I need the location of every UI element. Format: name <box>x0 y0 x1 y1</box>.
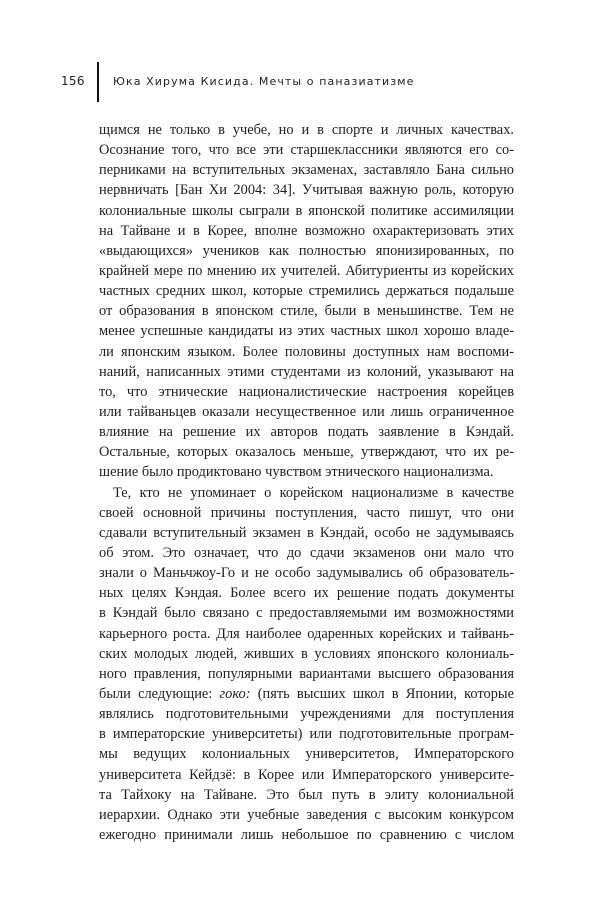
text-line: частных средних школ, которые стремились держаться подальше <box>99 283 514 300</box>
text-line: «выдающихся» учеников как полностью японизированных, по <box>99 242 514 259</box>
text-line: сдавали вступительный экзамен в Кэндай, особо не задумываясь <box>99 524 514 541</box>
text-line: менее успешные кандидаты из этих частных школ хорошо владе- <box>99 323 514 340</box>
text-line: в императорские университеты) или подготовительные програм- <box>99 726 514 743</box>
text-line: университета Кейдзё: в Корее или Императорского университе- <box>99 766 514 783</box>
text-line: в Кэндай было связано с предоставляемыми им возможностями <box>99 605 514 622</box>
text-line: нервничать [Бан Хи 2004: 34]. Учитывая важную роль, которую <box>99 182 514 199</box>
text-line: или тайваньцев оказали несущественное или лишь ограниченное <box>99 403 514 420</box>
italic-term: гоко: <box>219 685 251 702</box>
page-header <box>0 62 600 104</box>
text-fragment: были следующие: <box>99 685 220 702</box>
text-line: Остальные, которых оказалось меньше, утверждают, что их ре- <box>99 444 514 461</box>
text-fragment: (пять высших школ в Японии, которые <box>250 685 514 702</box>
text-line: та Тайхоку на Тайване. Это был путь в элиту колониальной <box>99 786 514 803</box>
text-line: иерархии. Однако эти учебные заведения с высоким конкурсом <box>99 806 514 823</box>
body-text <box>99 120 514 845</box>
text-line: Те, кто не упоминает о корейском национализме в качестве <box>113 484 514 501</box>
text-line: карьерного роста. Для наиболее одаренных корейских и тайвань- <box>99 625 514 642</box>
running-title: Юка Хирума Кисида. Мечты о паназиатизме <box>113 75 415 88</box>
header-divider <box>97 62 99 102</box>
text-line: об этом. Это означает, что до сдачи экзаменов они мало что <box>99 544 514 561</box>
text-line: Осознание того, что все эти старшеклассники являются его со- <box>99 142 514 159</box>
text-line: являлись подготовительными учреждениями для поступления <box>99 706 514 723</box>
text-line: ного правления, популярными вариантами высшего образования <box>99 665 514 682</box>
text-line: шение было продиктовано чувством этнического национализма. <box>99 464 494 481</box>
text-line: ли японским языком. Более половины доступных нам воспоми- <box>99 343 514 360</box>
text-line: ежегодно принимали лишь небольшое по сравнению с числом <box>99 826 514 843</box>
text-line: ных целях Кэндая. Более всего их решение подать документы <box>99 585 514 602</box>
text-line: от образования в японском стиле, были в меньшинстве. Тем не <box>99 303 514 320</box>
text-line: перниками на вступительных экзаменах, заставляло Бана сильно <box>99 162 514 179</box>
text-line: на Тайване и в Корее, вполне возможно охарактеризовать этих <box>99 222 514 239</box>
text-line: то, что этнические националистические настроения корейцев <box>99 383 514 400</box>
text-line: знали о Маньчжоу-Го и не особо задумывались об образователь- <box>99 565 514 582</box>
text-line: мы ведущих колониальных университетов, Императорского <box>99 746 514 763</box>
text-line-with-term <box>99 684 514 704</box>
text-line: щимся не только в учебе, но и в спорте и личных качествах. <box>99 122 514 138</box>
text-line: ских молодых людей, живших в условиях японского колониаль- <box>99 645 514 662</box>
text-line: колониальные школы сыграли в японской политике ассимиляции <box>99 202 514 219</box>
page-number: 156 <box>61 74 85 88</box>
text-line: влияние на решение их авторов подать заявление в Кэндай. <box>99 424 514 441</box>
text-line: наний, написанных этими студентами из колоний, указывают на <box>99 363 514 380</box>
text-line: крайней мере по мнению их учителей. Абитуриенты из корейских <box>99 262 514 279</box>
text-line: своей основной причины поступления, часто пишут, что они <box>99 504 514 521</box>
